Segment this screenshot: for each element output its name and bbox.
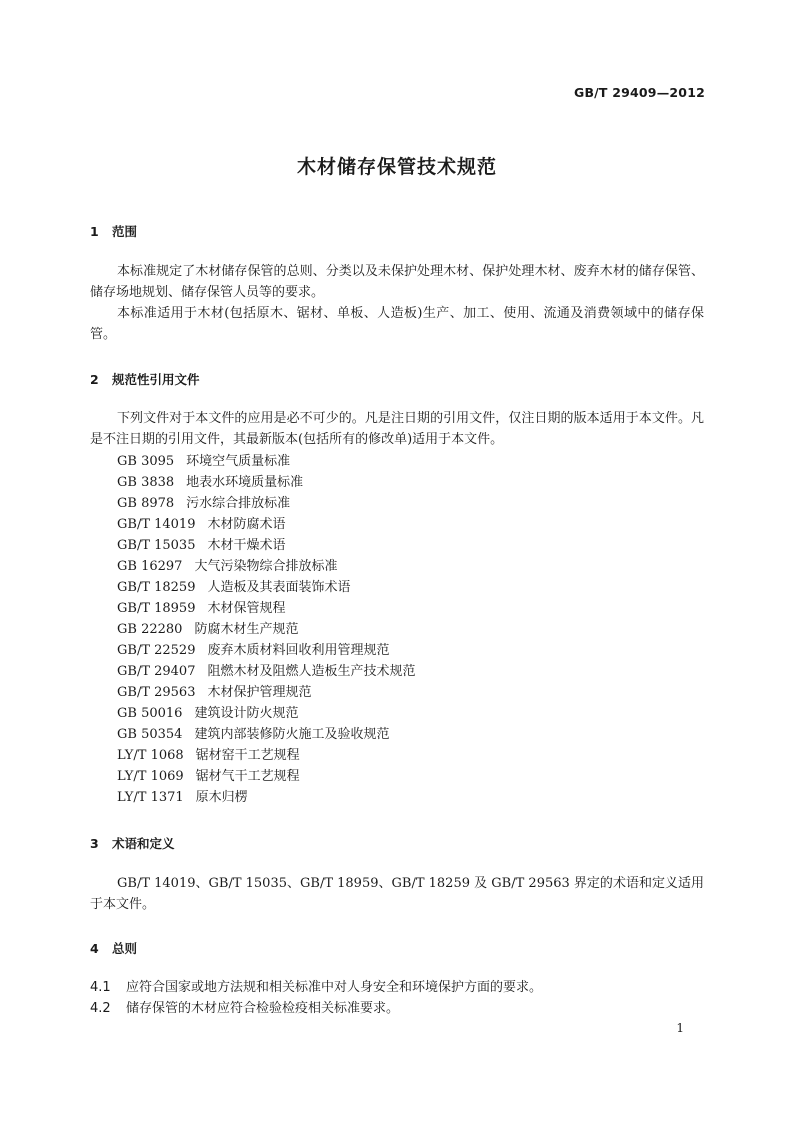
reference-code: GB 22280: [117, 622, 183, 637]
reference-item: [117, 556, 416, 577]
reference-code: GB/T 29407: [117, 664, 196, 679]
reference-item: [117, 682, 416, 703]
reference-code: LY/T 1371: [117, 790, 184, 805]
reference-code: GB 50354: [117, 727, 183, 742]
reference-list: [117, 451, 416, 808]
clause-4-1: [90, 977, 542, 998]
reference-code: GB/T 18259: [117, 580, 196, 595]
clause-text: 储存保管的木材应符合检验检疫相关标准要求。: [126, 1001, 400, 1016]
reference-name: 木材干燥术语: [207, 538, 286, 553]
reference-name: 木材保管规程: [207, 601, 286, 616]
reference-code: GB/T 14019: [117, 517, 196, 532]
reference-name: 阻燃木材及阻燃人造板生产技术规范: [207, 664, 416, 679]
reference-code: GB 16297: [117, 559, 183, 574]
reference-name: 防腐木材生产规范: [194, 622, 299, 637]
section-title: 总则: [112, 941, 138, 956]
reference-item: [117, 724, 416, 745]
reference-name: 大气污染物综合排放标准: [194, 559, 338, 574]
section-heading-scope: [90, 222, 137, 240]
section-heading-normative-references: [90, 370, 200, 388]
reference-code: GB/T 15035: [117, 538, 196, 553]
document-title: 木材储存保管技术规范: [296, 156, 497, 178]
reference-item: [117, 535, 416, 556]
section-number: 3: [90, 836, 99, 851]
reference-item: [117, 577, 416, 598]
reference-code: GB 3838: [117, 475, 175, 490]
reference-code: GB 3095: [117, 454, 175, 469]
reference-code: LY/T 1069: [117, 769, 184, 784]
reference-item: [117, 787, 416, 808]
reference-item: [117, 766, 416, 787]
reference-name: 污水综合排放标准: [186, 496, 291, 511]
reference-item: [117, 661, 416, 682]
paragraph-terms: GB/T 14019、GB/T 15035、GB/T 18959、GB/T 18259 及 GB/T 29563 界定的术语和定义适用于本文件。: [90, 876, 704, 912]
section-title: 范围: [112, 224, 138, 239]
paragraph-scope-1: 本标准规定了木材储存保管的总则、分类以及未保护处理木材、保护处理木材、废弃木材的储存保管、储存场地规划、储存保管人员等的要求。: [90, 264, 704, 300]
page-number: 1: [676, 1021, 684, 1035]
paragraph-scope-2: 本标准适用于木材(包括原木、锯材、单板、人造板)生产、加工、使用、流通及消费领域中的储存保管。: [90, 306, 704, 342]
section-number: 2: [90, 372, 99, 387]
section-title: 规范性引用文件: [112, 372, 200, 387]
reference-name: 木材防腐术语: [207, 517, 286, 532]
reference-item: [117, 514, 416, 535]
section-number: 1: [90, 224, 99, 239]
section-heading-general: [90, 939, 137, 957]
reference-code: GB 8978: [117, 496, 175, 511]
reference-item: [117, 598, 416, 619]
reference-name: 建筑设计防火规范: [194, 706, 299, 721]
reference-item: [117, 493, 416, 514]
standard-code: GB/T 29409—2012: [573, 85, 705, 100]
reference-name: 木材保护管理规范: [207, 685, 312, 700]
reference-name: 锯材气干工艺规程: [195, 769, 300, 784]
reference-item: [117, 451, 416, 472]
reference-name: 原木归楞: [195, 790, 248, 805]
clause-number: 4.1: [90, 980, 111, 995]
paragraph-references-intro: 下列文件对于本文件的应用是必不可少的。凡是注日期的引用文件，仅注日期的版本适用于本文件。凡是不注日期的引用文件，其最新版本(包括所有的修改单)适用于本文件。: [90, 411, 704, 447]
reference-name: 环境空气质量标准: [186, 454, 291, 469]
reference-name: 地表水环境质量标准: [186, 475, 304, 490]
reference-code: GB/T 18959: [117, 601, 196, 616]
reference-name: 锯材窑干工艺规程: [195, 748, 300, 763]
section-heading-terms-definitions: [90, 834, 175, 852]
section-title: 术语和定义: [112, 836, 175, 851]
reference-code: GB/T 29563: [117, 685, 196, 700]
reference-name: 建筑内部装修防火施工及验收规范: [194, 727, 390, 742]
reference-code: LY/T 1068: [117, 748, 184, 763]
reference-item: [117, 619, 416, 640]
clause-number: 4.2: [90, 1001, 111, 1016]
reference-item: [117, 640, 416, 661]
section-number: 4: [90, 941, 99, 956]
reference-name: 人造板及其表面装饰术语: [207, 580, 351, 595]
reference-item: [117, 703, 416, 724]
reference-item: [117, 745, 416, 766]
clause-text: 应符合国家或地方法规和相关标准中对人身安全和环境保护方面的要求。: [126, 980, 543, 995]
clause-4-2: [90, 998, 399, 1019]
reference-name: 废弃木质材料回收利用管理规范: [207, 643, 390, 658]
reference-item: [117, 472, 416, 493]
reference-code: GB 50016: [117, 706, 183, 721]
reference-code: GB/T 22529: [117, 643, 196, 658]
